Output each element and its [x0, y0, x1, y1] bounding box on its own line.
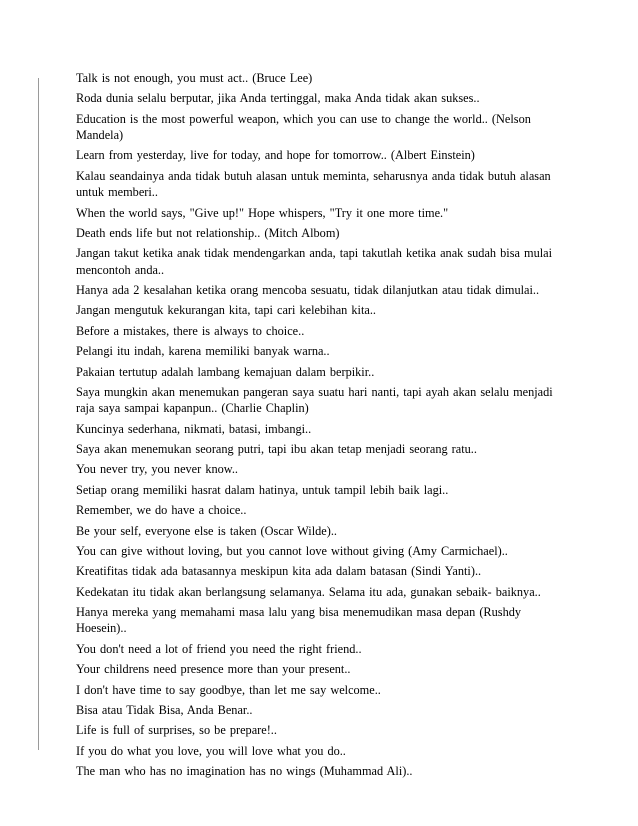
margin-line: [38, 78, 39, 750]
quote-line: Hanya ada 2 kesalahan ketika orang mencoba sesuatu, tidak dilanjutkan atau tidak dimulai..: [76, 283, 540, 298]
quote-line: Roda dunia selalu berputar, jika Anda tertinggal, maka Anda tidak akan sukses..: [76, 91, 480, 106]
quote-line: Death ends life but not relationship.. (Mitch Albom): [76, 225, 340, 240]
quote-line: Pakaian tertutup adalah lambang kemajuan dalam berpikir..: [76, 364, 375, 379]
quote-line: Setiap orang memiliki hasrat dalam hatinya, untuk tampil lebih baik lagi..: [76, 482, 449, 497]
quote-line: Saya akan menemukan seorang putri, tapi ibu akan tetap menjadi seorang ratu..: [76, 442, 477, 457]
quote-line: Kuncinya sederhana, nikmati, batasi, imbangi..: [76, 421, 312, 436]
quote-line: I don't have time to say goodbye, than let me say welcome..: [76, 682, 381, 697]
quote-line: Bisa atau Tidak Bisa, Anda Benar..: [76, 703, 253, 718]
quote-line: You don't need a lot of friend you need the right friend..: [76, 641, 362, 656]
quote-line: If you do what you love, you will love what you do..: [76, 743, 346, 758]
quote-line: Remember, we do have a choice..: [76, 503, 247, 518]
quote-line: Kreatifitas tidak ada batasannya meskipun kita ada dalam batasan (Sindi Yanti)..: [76, 564, 482, 579]
quote-line: You can give without loving, but you cannot love without giving (Amy Carmichael)..: [76, 544, 508, 558]
quote-line: Life is full of surprises, so be prepare!..: [76, 723, 277, 738]
quote-line: Learn from yesterday, live for today, and hope for tomorrow.. (Albert Einstein): [76, 148, 475, 163]
quote-line: Talk is not enough, you must act.. (Bruce Lee): [76, 71, 313, 85]
quote-line: Before a mistakes, there is always to choice..: [76, 323, 305, 338]
quote-line: Jangan mengutuk kekurangan kita, tapi cari kelebihan kita..: [76, 303, 376, 318]
quote-line: You never try, you never know..: [76, 462, 238, 477]
quote-line: Your childrens need presence more than your present..: [76, 662, 351, 677]
quote-line: Education is the most powerful weapon, which you can use to change the world.. (Nelson Mandela): [76, 111, 531, 143]
quote-line: Be your self, everyone else is taken (Oscar Wilde)..: [76, 523, 337, 538]
quote-line: Saya mungkin akan menemukan pangeran saya suatu hari nanti, tapi ayah akan selalu menjadi raja saya sampai kapanpun.. (Charlie Chaplin): [76, 384, 553, 416]
quote-line: Kedekatan itu tidak akan berlangsung selamanya. Selama itu ada, gunakan sebaik- baiknya..: [76, 584, 541, 599]
quote-line: Kalau seandainya anda tidak butuh alasan untuk meminta, seharusnya anda tidak butuh alasan untuk memberi..: [76, 168, 551, 200]
quote-list: [76, 70, 562, 784]
quote-line: When the world says, "Give up!" Hope whispers, "Try it one more time.": [76, 205, 449, 220]
quote-line: Pelangi itu indah, karena memiliki banyak warna..: [76, 344, 330, 359]
quote-line: Hanya mereka yang memahami masa lalu yang bisa menemudikan masa depan (Rushdy Hoesein)..: [76, 605, 522, 636]
quote-line: The man who has no imagination has no wings (Muhammad Ali)..: [76, 764, 413, 779]
quote-line: Jangan takut ketika anak tidak mendengarkan anda, tapi takutlah ketika anak sudah bisa mulai mencontoh anda..: [76, 246, 553, 277]
